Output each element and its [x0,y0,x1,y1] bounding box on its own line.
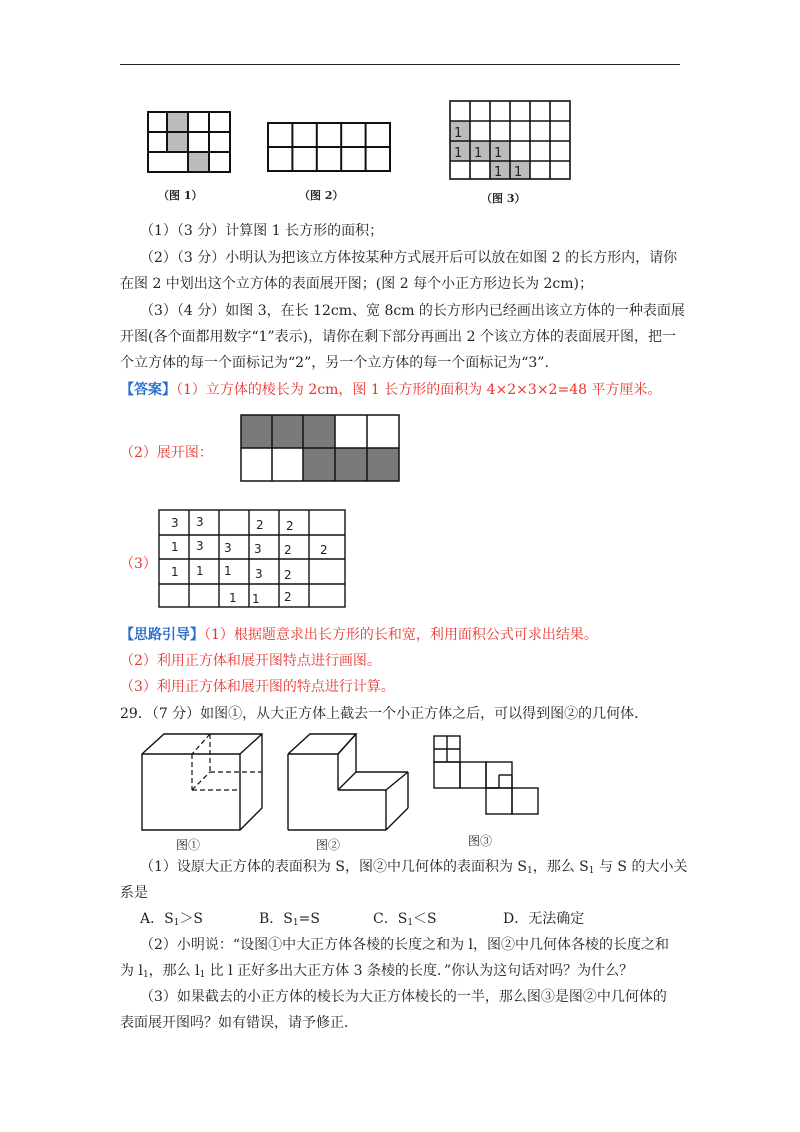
opt-b-post: =S [298,911,320,927]
net-shaded-cell [303,448,335,481]
q29-option-a [140,909,260,933]
grid3-number: 1 [229,591,237,605]
grid3-number: 2 [256,518,264,532]
grid3-number: 3 [254,542,262,556]
q29-cap1: 图① [176,838,201,852]
q29-p2-sub2: 1 [199,970,206,980]
q29-option-d: D．无法确定 [503,911,585,927]
q29-p1-sub2: 1 [588,866,595,876]
grid3-number: 1 [224,564,232,578]
opt-c-pre: C．S [373,911,408,927]
answer-part3-label: （3） [120,556,157,572]
opt-c-sub: 1 [407,918,414,928]
opt-a-pre: A．S [140,911,174,927]
question-1: （1）（3 分）计算图 1 长方形的面积； [140,223,384,239]
answer-tag: 【答案】 [120,382,176,398]
grid3-number: 2 [286,519,294,533]
q29-p2-text-c: 比 l 正好多出大正方体 3 条棱的长度．”你认为这句话对吗？为什么？ [205,963,634,979]
opt-a-post: ＞S [179,911,204,927]
grid3-number: 2 [284,590,292,604]
net-shaded-cell [272,415,303,448]
q29-p1-sub1: 1 [527,866,533,876]
grid3-number: 1 [252,592,260,606]
fig3-label: 1 [494,146,503,161]
question-3-line2: 开图(各个面都用数字“1”表示)，请你在剩下部分再画出 2 个该立方体的表面展开图，把一 [120,329,676,345]
header-rule [120,64,680,65]
grid3-number: 3 [196,515,204,529]
figure-2 [266,121,392,173]
figure-3 [448,99,572,181]
fig1-shaded-cell [167,132,188,152]
grid3-number: 2 [284,568,292,582]
q29-part2-line2 [120,961,680,985]
answer-part2-label: （2）展开图： [120,445,213,461]
q29-part1-line2: 系是 [120,885,148,901]
opt-b-sub: 1 [292,918,299,928]
q29-cap2: 图② [316,838,341,852]
answer-grid-figure [158,509,346,609]
fig3-label: 1 [494,165,503,180]
grid3-number: 3 [196,539,204,553]
q29-p1-text-c: 与 S 的大小关 [594,859,688,875]
grid3-number: 3 [224,541,232,555]
fig1-caption: （图 1） [158,189,203,202]
fig1-shaded-cell [188,152,209,172]
net-shaded-cell [241,415,272,448]
question-2-line1: （2）（3 分）小明认为把该立方体按某种方式展开后可以放在如图 2 的长方形内，请你 [140,250,678,266]
q29-p2-text-b: ，那么 l [148,963,200,979]
q29-option-c [373,909,483,933]
fig3-label: 1 [454,126,463,141]
opt-b-pre: B．S [259,911,293,927]
answer-line [120,380,680,400]
fig3-label: 1 [514,165,523,180]
question-2-line2: 在图 2 中划出这个立方体的表面展开图；(图 2 每个小正方形边长为 2cm)； [120,276,594,292]
q29-part3-line2: 表面展开图吗？如有错误，请予修正． [120,1015,358,1031]
q29-part1-line1 [140,857,688,881]
q29-option-b [259,909,369,933]
q29-part2-line1: （2）小明说：“设图①中大正方体各棱的长度之和为 l，图②中几何体各棱的长度之和 [140,937,669,953]
hint-line2: （2）利用正方体和展开图特点进行画图。 [120,653,381,669]
net-shaded-cell [303,415,335,448]
fig3-label: 1 [454,146,463,161]
q29-p1-text-a: （1）设原大正方体的表面积为 S，图②中几何体的表面积为 S [140,859,527,875]
grid3-number: 1 [171,565,179,579]
figure-1 [146,110,232,174]
grid3-number: 3 [255,567,263,581]
fig3-caption: （图 3） [481,192,526,205]
grid3-number: 1 [196,564,204,578]
fig1-shaded-cell [167,112,188,132]
grid3-number: 2 [320,543,328,557]
q29-p2-sub1: 1 [142,970,149,980]
answer-net-figure [239,413,401,483]
fig3-label: 1 [474,146,483,161]
hint-tag: 【思路引导】 [120,627,204,643]
hint-line3: （3）利用正方体和展开图的特点进行计算。 [120,679,395,695]
fig2-caption: （图 2） [299,189,344,202]
net-shaded-cell [367,448,399,481]
grid3-number: 3 [171,516,179,530]
q29-figure-1-cube [140,732,264,832]
hint-line1 [120,625,680,645]
opt-c-post: ＜S [413,911,437,927]
q29-intro: 29．（7 分）如图①，从大正方体上截去一个小正方体之后，可以得到图②的几何体． [120,706,649,722]
net-shaded-cell [335,448,367,481]
question-3-line1: （3）（4 分）如图 3，在长 12cm、宽 8cm 的长方形内已经画出该立方体的一种表面展 [140,303,685,319]
q29-figure-3-net [432,734,542,816]
answer-part1: （1）立方体的棱长为 2cm，图 1 长方形的面积为 4×2×3×2=48 平方厘米。 [176,382,662,398]
q29-cap3: 图③ [468,834,493,848]
hint-text-1: （1）根据题意求出长方形的长和宽，利用面积公式可求出结果。 [204,627,598,643]
opt-a-sub: 1 [173,918,180,928]
question-3-line3: 个立方体的每一个面标记为“2”，另一个立方体的每一个面标记为“3”. [120,355,549,371]
grid3-number: 1 [171,540,179,554]
q29-p1-text-b: ，那么 S [532,859,589,875]
q29-p2-text-a: 为 l [120,963,143,979]
q29-figure-2-solid [286,732,410,832]
grid3-number: 2 [284,543,292,557]
q29-part3-line1: （3）如果截去的小正方体的棱长为大正方体棱长的一半，那么图③是图②中几何体的 [140,989,667,1005]
